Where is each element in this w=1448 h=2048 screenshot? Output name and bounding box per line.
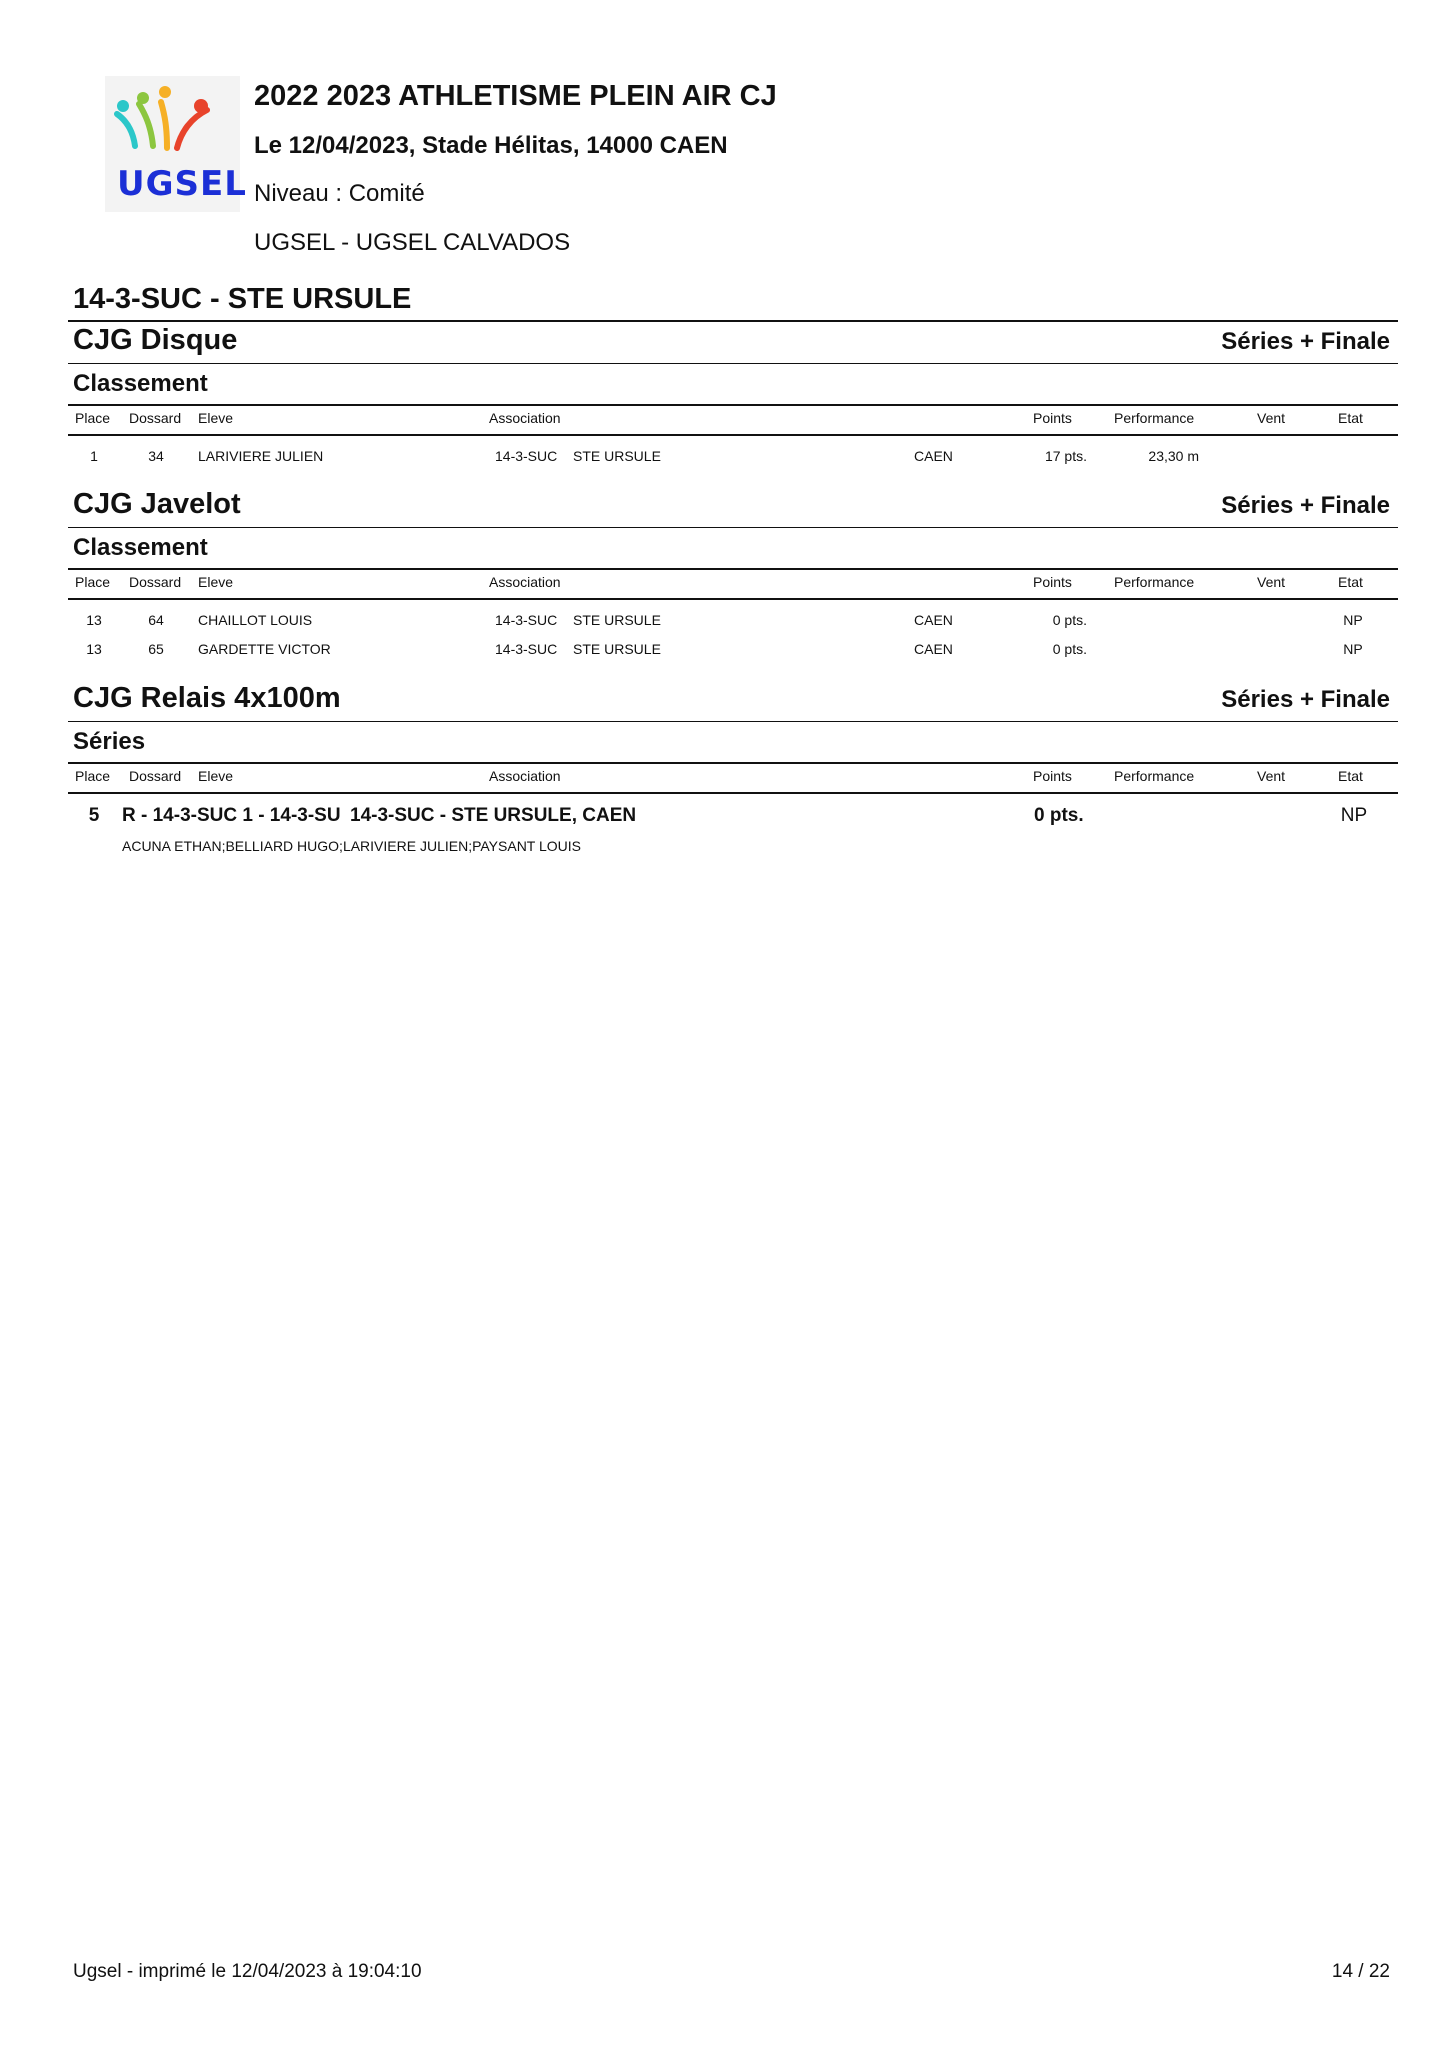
row-dossard: 65 [148, 641, 164, 657]
col-association: Association [489, 410, 561, 426]
row-place: 1 [90, 448, 98, 464]
col-dossard: Dossard [129, 768, 182, 784]
col-dossard: Dossard [129, 410, 182, 426]
row-dossard: 64 [148, 612, 164, 628]
meet-level: Niveau : Comité [254, 180, 425, 207]
meet-subtitle: Le 12/04/2023, Stade Hélitas, 14000 CAEN [254, 132, 728, 159]
row-performance: 23,30 m [1148, 448, 1199, 464]
divider [68, 792, 1398, 794]
row-dossard: 34 [148, 448, 164, 464]
row-club-code: 14-3-SUC [495, 612, 558, 628]
divider [68, 721, 1398, 722]
row-club-name: STE URSULE [573, 612, 661, 628]
col-place: Place [75, 574, 111, 590]
section-title: Classement [73, 534, 208, 561]
col-eleve: Eleve [198, 574, 234, 590]
row-points: 0 pts. [1052, 641, 1087, 657]
relay-association: 14-3-SUC - STE URSULE, CAEN [350, 805, 637, 826]
col-performance: Performance [1114, 768, 1195, 784]
event-round: Séries + Finale [1221, 328, 1390, 355]
row-city: CAEN [914, 641, 953, 657]
col-performance: Performance [1114, 410, 1195, 426]
divider [68, 363, 1398, 364]
row-eleve: GARDETTE VICTOR [198, 641, 331, 657]
relay-members: ACUNA ETHAN;BELLIARD HUGO;LARIVIERE JULIEN;PAYSANT LOUIS [122, 838, 582, 854]
section-title: Séries [73, 728, 146, 755]
col-association: Association [489, 574, 561, 590]
col-association: Association [489, 768, 561, 784]
logo-figures-icon [105, 76, 240, 166]
divider [68, 598, 1398, 600]
row-eleve: LARIVIERE JULIEN [198, 448, 324, 464]
row-club-code: 14-3-SUC [495, 448, 558, 464]
col-etat: Etat [1338, 768, 1363, 784]
event-round: Séries + Finale [1221, 686, 1390, 713]
club-heading: 14-3-SUC - STE URSULE [73, 283, 412, 315]
relay-etat: NP [1340, 805, 1368, 826]
meet-organization: UGSEL - UGSEL CALVADOS [254, 229, 571, 256]
divider [68, 434, 1398, 436]
col-etat: Etat [1338, 410, 1363, 426]
event-name: CJG Relais 4x100m [73, 682, 341, 714]
col-eleve: Eleve [198, 768, 234, 784]
col-performance: Performance [1114, 574, 1195, 590]
row-club-name: STE URSULE [573, 448, 661, 464]
divider [68, 527, 1398, 528]
row-etat: NP [1343, 641, 1363, 657]
relay-place: 5 [88, 805, 100, 826]
col-vent: Vent [1257, 574, 1286, 590]
footer-printed: Ugsel - imprimé le 12/04/2023 à 19:04:10 [73, 1961, 422, 1982]
row-city: CAEN [914, 448, 953, 464]
divider [68, 568, 1398, 570]
row-place: 13 [86, 612, 102, 628]
row-city: CAEN [914, 612, 953, 628]
col-eleve: Eleve [198, 410, 234, 426]
section-title: Classement [73, 370, 208, 397]
row-club-code: 14-3-SUC [495, 641, 558, 657]
row-points: 0 pts. [1052, 612, 1087, 628]
divider [68, 762, 1398, 764]
event-name: CJG Disque [73, 324, 238, 356]
row-place: 13 [86, 641, 102, 657]
relay-points: 0 pts. [1034, 805, 1084, 826]
col-dossard: Dossard [129, 574, 182, 590]
logo-wordmark: UGSEL [117, 164, 247, 204]
relay-team: R - 14-3-SUC 1 - 14-3-SU [122, 805, 341, 826]
col-points: Points [1033, 410, 1072, 426]
meet-title: 2022 2023 ATHLETISME PLEIN AIR CJ [254, 80, 777, 112]
divider [68, 320, 1398, 322]
row-points: 17 pts. [1044, 448, 1087, 464]
ugsel-logo [105, 76, 247, 212]
col-points: Points [1033, 768, 1072, 784]
divider [68, 404, 1398, 406]
col-vent: Vent [1257, 768, 1286, 784]
col-place: Place [75, 410, 111, 426]
row-club-name: STE URSULE [573, 641, 661, 657]
col-etat: Etat [1338, 574, 1363, 590]
row-etat: NP [1343, 612, 1363, 628]
row-eleve: CHAILLOT LOUIS [198, 612, 313, 628]
col-place: Place [75, 768, 111, 784]
page-number: 14 / 22 [1331, 1961, 1390, 1982]
col-vent: Vent [1257, 410, 1286, 426]
col-points: Points [1033, 574, 1072, 590]
event-name: CJG Javelot [73, 488, 241, 520]
event-round: Séries + Finale [1221, 492, 1390, 519]
